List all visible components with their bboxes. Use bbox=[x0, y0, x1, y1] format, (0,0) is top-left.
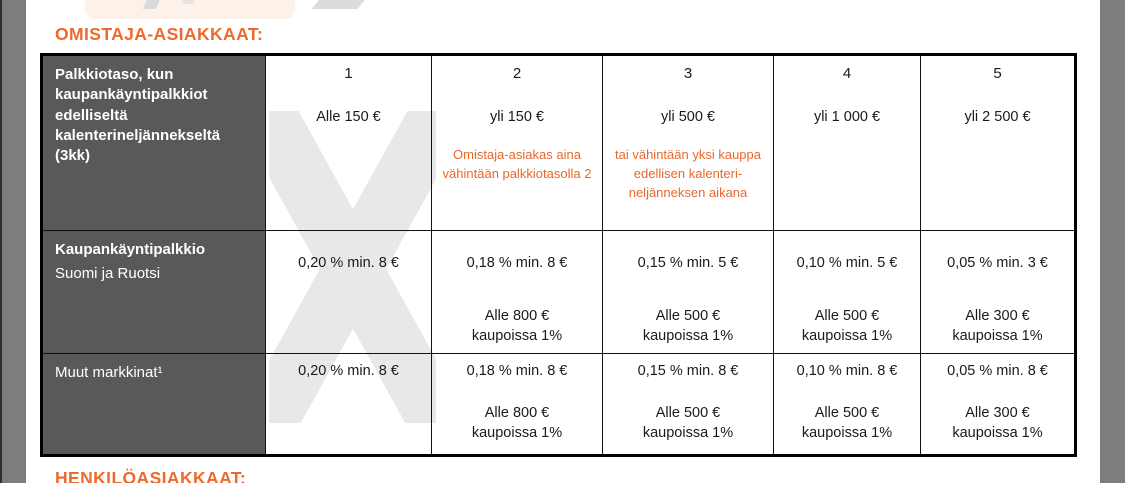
fee-value: 0,05 % min. 8 € bbox=[947, 363, 1048, 379]
section-heading-henkilo: HENKILÖASIAKKAAT: bbox=[55, 468, 247, 483]
fee-kaupoissa: kaupoissa 1% bbox=[952, 425, 1043, 441]
fee-alle: Alle 500 € bbox=[814, 308, 880, 324]
fee-cell bbox=[432, 231, 603, 354]
level-number: 2 bbox=[512, 65, 522, 82]
fee-alle: Alle 500 € bbox=[655, 405, 721, 421]
criteria-header-cell bbox=[43, 56, 266, 231]
fee-cell bbox=[603, 231, 774, 354]
pricing-table bbox=[40, 53, 1077, 457]
fee-cell bbox=[266, 354, 432, 454]
fee-kaupoissa: kaupoissa 1% bbox=[642, 425, 734, 441]
logo-fragment bbox=[85, 0, 295, 19]
logo-glyph-icon bbox=[311, 0, 366, 9]
level-number: 1 bbox=[344, 65, 353, 82]
row-header-muut-markkinat bbox=[43, 354, 266, 454]
logo-glyph-icon bbox=[182, 0, 199, 4]
level-number: 3 bbox=[683, 65, 693, 82]
level-threshold: yli 1 000 € bbox=[813, 109, 881, 125]
fee-cell bbox=[921, 231, 1074, 354]
fee-cell bbox=[921, 354, 1074, 454]
fee-cell bbox=[774, 354, 921, 454]
fee-alle: Alle 800 € bbox=[484, 308, 550, 324]
level-threshold: yli 2 500 € bbox=[964, 109, 1031, 125]
level-note: Omistaja-asiakas aina vähintään palkkiotasolla 2 bbox=[442, 147, 592, 181]
level-threshold: yli 150 € bbox=[489, 109, 544, 125]
fee-kaupoissa: kaupoissa 1% bbox=[642, 328, 734, 344]
fee-kaupoissa: kaupoissa 1% bbox=[471, 425, 563, 441]
fee-alle: Alle 500 € bbox=[814, 405, 880, 421]
fee-cell bbox=[603, 354, 774, 454]
fee-value: 0,18 % min. 8 € bbox=[466, 363, 568, 379]
fee-value: 0,10 % min. 5 € bbox=[796, 255, 898, 271]
level-number: 4 bbox=[842, 65, 852, 82]
fee-value: 0,15 % min. 5 € bbox=[637, 255, 739, 271]
fee-value: 0,05 % min. 3 € bbox=[947, 255, 1048, 271]
level-cell-3 bbox=[603, 56, 774, 231]
fee-kaupoissa: kaupoissa 1% bbox=[952, 328, 1043, 344]
level-number: 5 bbox=[993, 65, 1002, 82]
level-note: tai vähintään yksi kauppa edellisen kalenteri-neljänneksen aikana bbox=[615, 147, 761, 200]
logo-glyph-icon bbox=[143, 0, 164, 9]
fee-value: 0,18 % min. 8 € bbox=[466, 255, 568, 271]
level-threshold: yli 500 € bbox=[660, 109, 715, 125]
level-cell-4 bbox=[774, 56, 921, 231]
viewer-left-edge bbox=[0, 0, 26, 483]
level-cell-1 bbox=[266, 56, 432, 231]
fee-alle: Alle 500 € bbox=[655, 308, 721, 324]
fee-value: 0,10 % min. 8 € bbox=[796, 363, 898, 379]
fee-alle: Alle 300 € bbox=[965, 308, 1030, 324]
row-header-suomi-ruotsi bbox=[43, 231, 266, 354]
row-label-bold: Kaupankäyntipalkkio bbox=[55, 241, 206, 258]
pricing-grid bbox=[43, 56, 1074, 454]
fee-kaupoissa: kaupoissa 1% bbox=[471, 328, 563, 344]
level-threshold: Alle 150 € bbox=[316, 109, 381, 125]
fee-alle: Alle 300 € bbox=[965, 405, 1030, 421]
fee-alle: Alle 800 € bbox=[484, 405, 550, 421]
fee-kaupoissa: kaupoissa 1% bbox=[801, 425, 893, 441]
fee-cell bbox=[432, 354, 603, 454]
fee-cell bbox=[774, 231, 921, 354]
fee-value: 0,15 % min. 8 € bbox=[637, 363, 739, 379]
row-label-sub: Muut markkinat¹ bbox=[55, 364, 163, 381]
level-cell-5 bbox=[921, 56, 1074, 231]
level-cell-2 bbox=[432, 56, 603, 231]
criteria-label: Palkkiotaso, kun kaupankäyntipalkkiot edelliseltä kalenterineljännekseltä (3kk) bbox=[55, 66, 221, 164]
fee-value: 0,20 % min. 8 € bbox=[298, 255, 399, 271]
section-heading-omistaja: OMISTAJA-ASIAKKAAT: bbox=[55, 24, 264, 44]
fee-kaupoissa: kaupoissa 1% bbox=[801, 328, 893, 344]
row-label-sub: Suomi ja Ruotsi bbox=[55, 265, 161, 283]
fee-value: 0,20 % min. 8 € bbox=[298, 363, 399, 379]
viewer-right-edge bbox=[1100, 0, 1125, 483]
fee-cell bbox=[266, 231, 432, 354]
